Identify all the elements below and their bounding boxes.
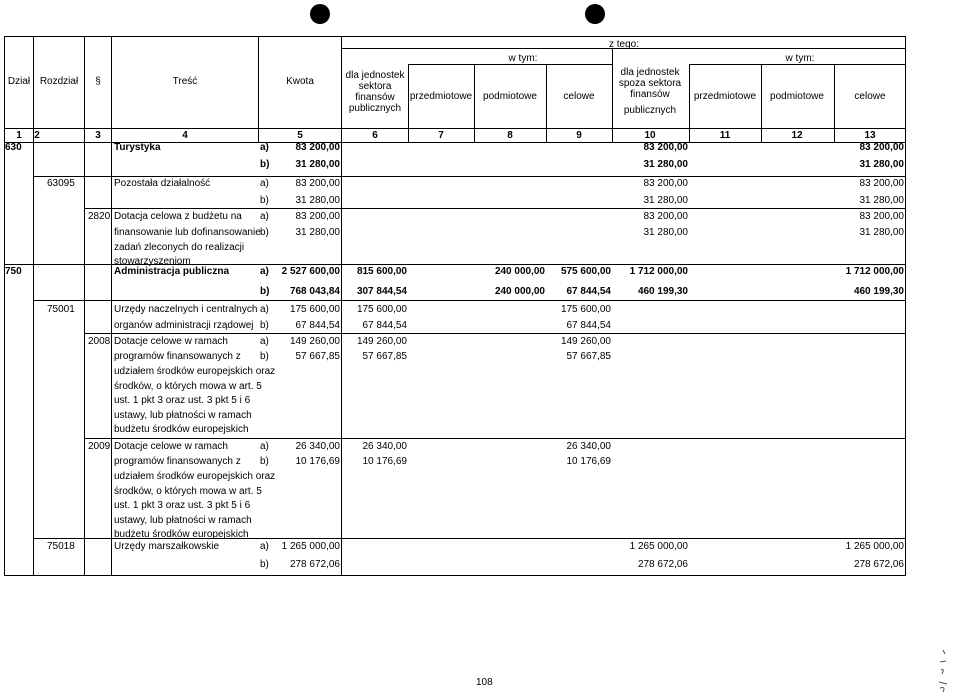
rozdzial-75001-celowe-b: 67 844,54	[566, 320, 611, 331]
header-spoza-3: finansów	[630, 89, 670, 100]
rozdzial-75018-kwota-b: 278 672,06	[289, 559, 340, 570]
rozdzial-75018-b: b)	[260, 559, 269, 570]
scribble-mark	[936, 648, 950, 694]
dzial-630: 630	[5, 142, 22, 153]
paragraf-2009-celowe-a: 26 340,00	[566, 441, 611, 452]
paragraf-2009-dla-a: 26 340,00	[362, 441, 407, 452]
dzial-750: 750	[5, 266, 22, 277]
paragraf-2008-dla-b: 57 667,85	[362, 351, 407, 362]
paragraf-2008-line-4: środków, o których mowa w art. 5	[114, 381, 262, 392]
binder-hole-right	[585, 4, 605, 24]
col-num-13: 13	[864, 130, 876, 141]
header-dla-jednostek-4: publicznych	[348, 103, 402, 114]
dzial-630-spoza-a: 83 200,00	[643, 142, 688, 153]
paragraf-2008-kwota-a: 149 260,00	[289, 336, 340, 347]
paragraf-2009-kwota-b: 10 176,69	[295, 456, 340, 467]
rozdzial-75001-line-1: Urzędy naczelnych i centralnych	[114, 304, 258, 315]
rozdzial-75001-a: a)	[260, 304, 269, 315]
paragraf-2009-line-3: udziałem środków europejskich oraz	[114, 471, 276, 482]
rozdzial-75018-kwota-a: 1 265 000,00	[281, 541, 340, 552]
dzial-630-a: a)	[260, 142, 269, 153]
rozdzial-75001-kwota-a: 175 600,00	[289, 304, 340, 315]
paragraf-2008-dla-a: 149 260,00	[356, 336, 407, 347]
col-num-6: 6	[372, 130, 378, 141]
paragraf-2008-line-2: programów finansowanych z	[114, 351, 241, 362]
paragraf-2009-line-4: środków, o których mowa w art. 5	[114, 486, 262, 497]
rozdzial-75001-dla-a: 175 600,00	[356, 304, 407, 315]
rozdzial-75018-spoza-a: 1 265 000,00	[629, 541, 688, 552]
header-rozdzial: Rozdział	[39, 76, 79, 87]
rozdzial-63095-kwota-a: 83 200,00	[295, 178, 340, 189]
rozdzial-75001: 75001	[47, 304, 75, 315]
dzial-750-dla-b: 307 844,54	[356, 286, 407, 297]
rozdzial-75018: 75018	[47, 541, 75, 552]
paragraf-2820-line-1: Dotacja celowa z budżetu na	[114, 211, 242, 222]
header-dzial: Dział	[7, 76, 31, 87]
col-num-7: 7	[438, 130, 444, 141]
paragraf-2820-line-4: stowarzyszeniom	[114, 256, 191, 267]
col-num-8: 8	[507, 130, 513, 141]
col-num-11: 11	[719, 130, 731, 141]
dzial-630-spoza-b: 31 280,00	[643, 159, 688, 170]
paragraf-2820-kwota-b: 31 280,00	[295, 227, 340, 238]
paragraf-2008-line-7: budżetu środków europejskich	[114, 424, 249, 435]
dzial-750-podmiotowe-b: 240 000,00	[494, 286, 545, 297]
paragraf-2009-b: b)	[260, 456, 269, 467]
paragraf-2008-kwota-b: 57 667,85	[295, 351, 340, 362]
header-przedmiotowe-2: przedmiotowe	[693, 91, 757, 102]
header-celowe-2: celowe	[854, 91, 886, 102]
budget-table	[4, 36, 906, 576]
paragraf-2009-line-7: budżetu środków europejskich	[114, 529, 249, 540]
dzial-630-b: b)	[260, 159, 270, 170]
header-paragraf: §	[95, 76, 101, 87]
rozdzial-63095-kwota-b: 31 280,00	[295, 195, 340, 206]
dzial-750-celowe-a: 575 600,00	[560, 266, 611, 277]
col-num-5: 5	[297, 130, 303, 141]
paragraf-2009-dla-b: 10 176,69	[362, 456, 407, 467]
rozdzial-63095-name: Pozostała działalność	[114, 178, 211, 189]
paragraf-2009-a: a)	[260, 441, 269, 452]
header-tresc: Treść	[172, 76, 198, 87]
paragraf-2008-celowe-b: 57 667,85	[566, 351, 611, 362]
dzial-750-spoza-b: 460 199,30	[637, 286, 688, 297]
paragraf-2009: 2009	[88, 441, 111, 452]
rozdzial-63095: 63095	[47, 178, 75, 189]
rozdzial-63095-spoza-a: 83 200,00	[643, 178, 688, 189]
col-num-9: 9	[576, 130, 582, 141]
header-w-tym-2: w tym:	[785, 53, 815, 64]
dzial-630-name: Turystyka	[114, 142, 161, 153]
col-num-12: 12	[791, 130, 803, 141]
rozdzial-75018-celowe-b: 278 672,06	[853, 559, 904, 570]
paragraf-2008-line-1: Dotacje celowe w ramach	[114, 336, 228, 347]
col-num-4: 4	[182, 130, 188, 141]
header-spoza-2: spoza sektora	[618, 78, 682, 89]
rozdzial-75018-a: a)	[260, 541, 269, 552]
paragraf-2008-line-3: udziałem środków europejskich oraz	[114, 366, 276, 377]
dzial-750-kwota-b: 768 043,84	[289, 286, 340, 297]
paragraf-2008-celowe-a: 149 260,00	[560, 336, 611, 347]
paragraf-2820-celowe-b: 31 280,00	[859, 227, 904, 238]
dzial-630-kwota-b: 31 280,00	[295, 159, 340, 170]
paragraf-2009-line-5: ust. 1 pkt 3 oraz ust. 3 pkt 5 i 6	[114, 500, 251, 511]
paragraf-2008-line-6: ustawy, lub płatności w ramach	[114, 410, 252, 421]
paragraf-2820-line-2: finansowanie lub dofinansowanie	[114, 227, 261, 238]
paragraf-2820-celowe-a: 83 200,00	[859, 211, 904, 222]
paragraf-2820-b: b)	[260, 227, 269, 238]
paragraf-2820-line-3: zadań zleconych do realizacji	[114, 242, 245, 253]
binder-hole-left	[310, 4, 330, 24]
rozdzial-75001-line-2: organów administracji rządowej	[114, 320, 254, 331]
paragraf-2820-kwota-a: 83 200,00	[295, 211, 340, 222]
paragraf-2820: 2820	[88, 211, 111, 222]
col-num-10: 10	[644, 130, 656, 141]
dzial-750-spoza-celowe-b: 460 199,30	[853, 286, 904, 297]
col-num-3: 3	[95, 130, 101, 141]
header-w-tym: w tym:	[508, 53, 538, 64]
header-dla-jednostek-2: sektora	[358, 81, 392, 92]
header-z-tego: z tego:	[608, 39, 640, 50]
header-podmiotowe-2: podmiotowe	[770, 91, 824, 102]
paragraf-2820-spoza-a: 83 200,00	[643, 211, 688, 222]
header-dla-jednostek-3: finansów	[355, 92, 395, 103]
rozdzial-63095-celowe-b: 31 280,00	[859, 195, 904, 206]
dzial-750-podmiotowe-a: 240 000,00	[494, 266, 545, 277]
rozdzial-75018-celowe-a: 1 265 000,00	[845, 541, 904, 552]
dzial-630-kwota-a: 83 200,00	[295, 142, 340, 153]
rozdzial-75018-spoza-b: 278 672,06	[637, 559, 688, 570]
paragraf-2009-kwota-a: 26 340,00	[295, 441, 340, 452]
rozdzial-63095-b: b)	[260, 195, 269, 206]
header-celowe: celowe	[563, 91, 595, 102]
paragraf-2009-celowe-b: 10 176,69	[566, 456, 611, 467]
col-num-1: 1	[16, 130, 22, 141]
paragraf-2820-spoza-b: 31 280,00	[643, 227, 688, 238]
dzial-750-b: b)	[260, 286, 270, 297]
rozdzial-75001-b: b)	[260, 320, 269, 331]
paragraf-2008-line-5: ust. 1 pkt 3 oraz ust. 3 pkt 5 i 6	[114, 395, 251, 406]
dzial-750-name: Administracja publiczna	[114, 266, 230, 277]
paragraf-2009-line-6: ustawy, lub płatności w ramach	[114, 515, 252, 526]
dzial-750-a: a)	[260, 266, 269, 277]
col-num-2: 2	[34, 130, 40, 141]
header-przedmiotowe: przedmiotowe	[409, 91, 473, 102]
paragraf-2009-line-1: Dotacje celowe w ramach	[114, 441, 228, 452]
paragraf-2008-a: a)	[260, 336, 269, 347]
dzial-630-celowe-a: 83 200,00	[859, 142, 904, 153]
dzial-630-celowe-b: 31 280,00	[859, 159, 904, 170]
rozdzial-75001-dla-b: 67 844,54	[362, 320, 407, 331]
rozdzial-63095-celowe-a: 83 200,00	[859, 178, 904, 189]
rozdzial-75001-kwota-b: 67 844,54	[295, 320, 340, 331]
rozdzial-63095-spoza-b: 31 280,00	[643, 195, 688, 206]
paragraf-2009-line-2: programów finansowanych z	[114, 456, 241, 467]
header-kwota: Kwota	[286, 76, 314, 87]
dzial-750-kwota-a: 2 527 600,00	[281, 266, 340, 277]
header-spoza-1: dla jednostek	[620, 67, 680, 78]
dzial-750-spoza-celowe-a: 1 712 000,00	[845, 266, 904, 277]
dzial-750-spoza-a: 1 712 000,00	[629, 266, 688, 277]
header-spoza-4: publicznych	[623, 105, 677, 116]
paragraf-2008-b: b)	[260, 351, 269, 362]
paragraf-2008: 2008	[88, 336, 111, 347]
rozdzial-75018-name: Urzędy marszałkowskie	[114, 541, 220, 552]
header-podmiotowe: podmiotowe	[483, 91, 537, 102]
rozdzial-75001-celowe-a: 175 600,00	[560, 304, 611, 315]
page-number: 108	[476, 677, 493, 688]
dzial-750-celowe-b: 67 844,54	[566, 286, 611, 297]
paragraf-2820-a: a)	[260, 211, 269, 222]
dzial-750-dla-a: 815 600,00	[356, 266, 407, 277]
header-dla-jednostek-1: dla jednostek	[345, 70, 405, 81]
rozdzial-63095-a: a)	[260, 178, 269, 189]
